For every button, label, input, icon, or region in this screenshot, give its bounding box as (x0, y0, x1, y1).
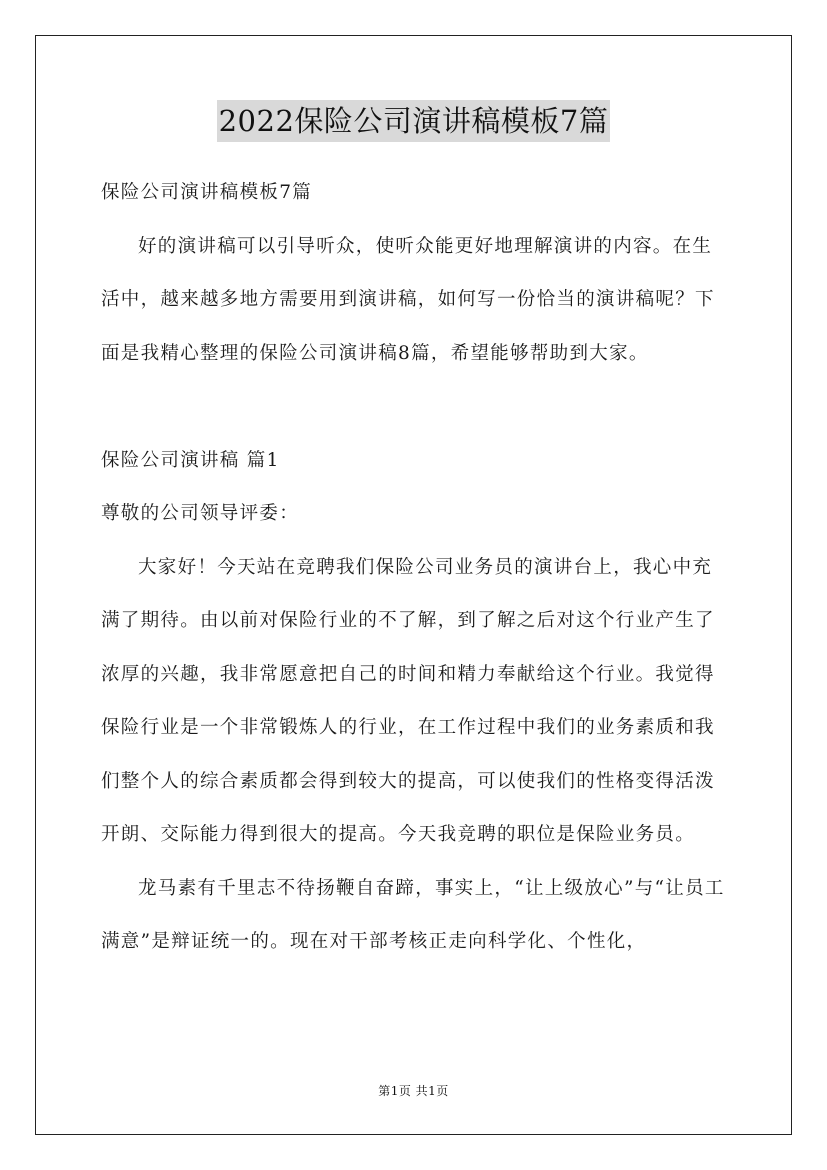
document-body (101, 166, 731, 969)
salutation: 尊敬的公司领导评委： (101, 503, 300, 524)
body-paragraph: 大家好！今天站在竞聘我们保险公司业务员的演讲台上，我心中充满了期待。由以前对保险行业的不了解，到了解之后对这个行业产生了浓厚的兴趣，我非常愿意把自己的时间和精力奉献给这个行业。我觉得保险行业是一个非常锻炼人的行业，在工作过程中我们的业务素质和我们整个人的综合素质都会得到较大的提高，可以使我们的性格变得活泼开朗、交际能力得到很大的提高。今天我竞聘的职位是保险业务员。 (101, 556, 715, 845)
intro-paragraph: 好的演讲稿可以引导听众，使听众能更好地理解演讲的内容。在生活中，越来越多地方需要用到演讲稿，如何写一份恰当的演讲稿呢？下面是我精心整理的保险公司演讲稿8篇，希望能够帮助到大家。 (101, 235, 715, 364)
title-container (0, 100, 827, 142)
page-footer: 第1页 共1页 (378, 1084, 449, 1098)
section-spacer (101, 380, 731, 434)
document-title: 2022保险公司演讲稿模板7篇 (217, 100, 611, 142)
document-subtitle: 保险公司演讲稿模板7篇 (101, 182, 313, 203)
section-heading: 保险公司演讲稿 篇1 (101, 449, 280, 471)
body-paragraph: 龙马素有千里志不待扬鞭自奋蹄，事实上，“让上级放心”与“让员工满意”是辩证统一的。现在对干部考核正走向科学化、个性化， (101, 877, 725, 952)
